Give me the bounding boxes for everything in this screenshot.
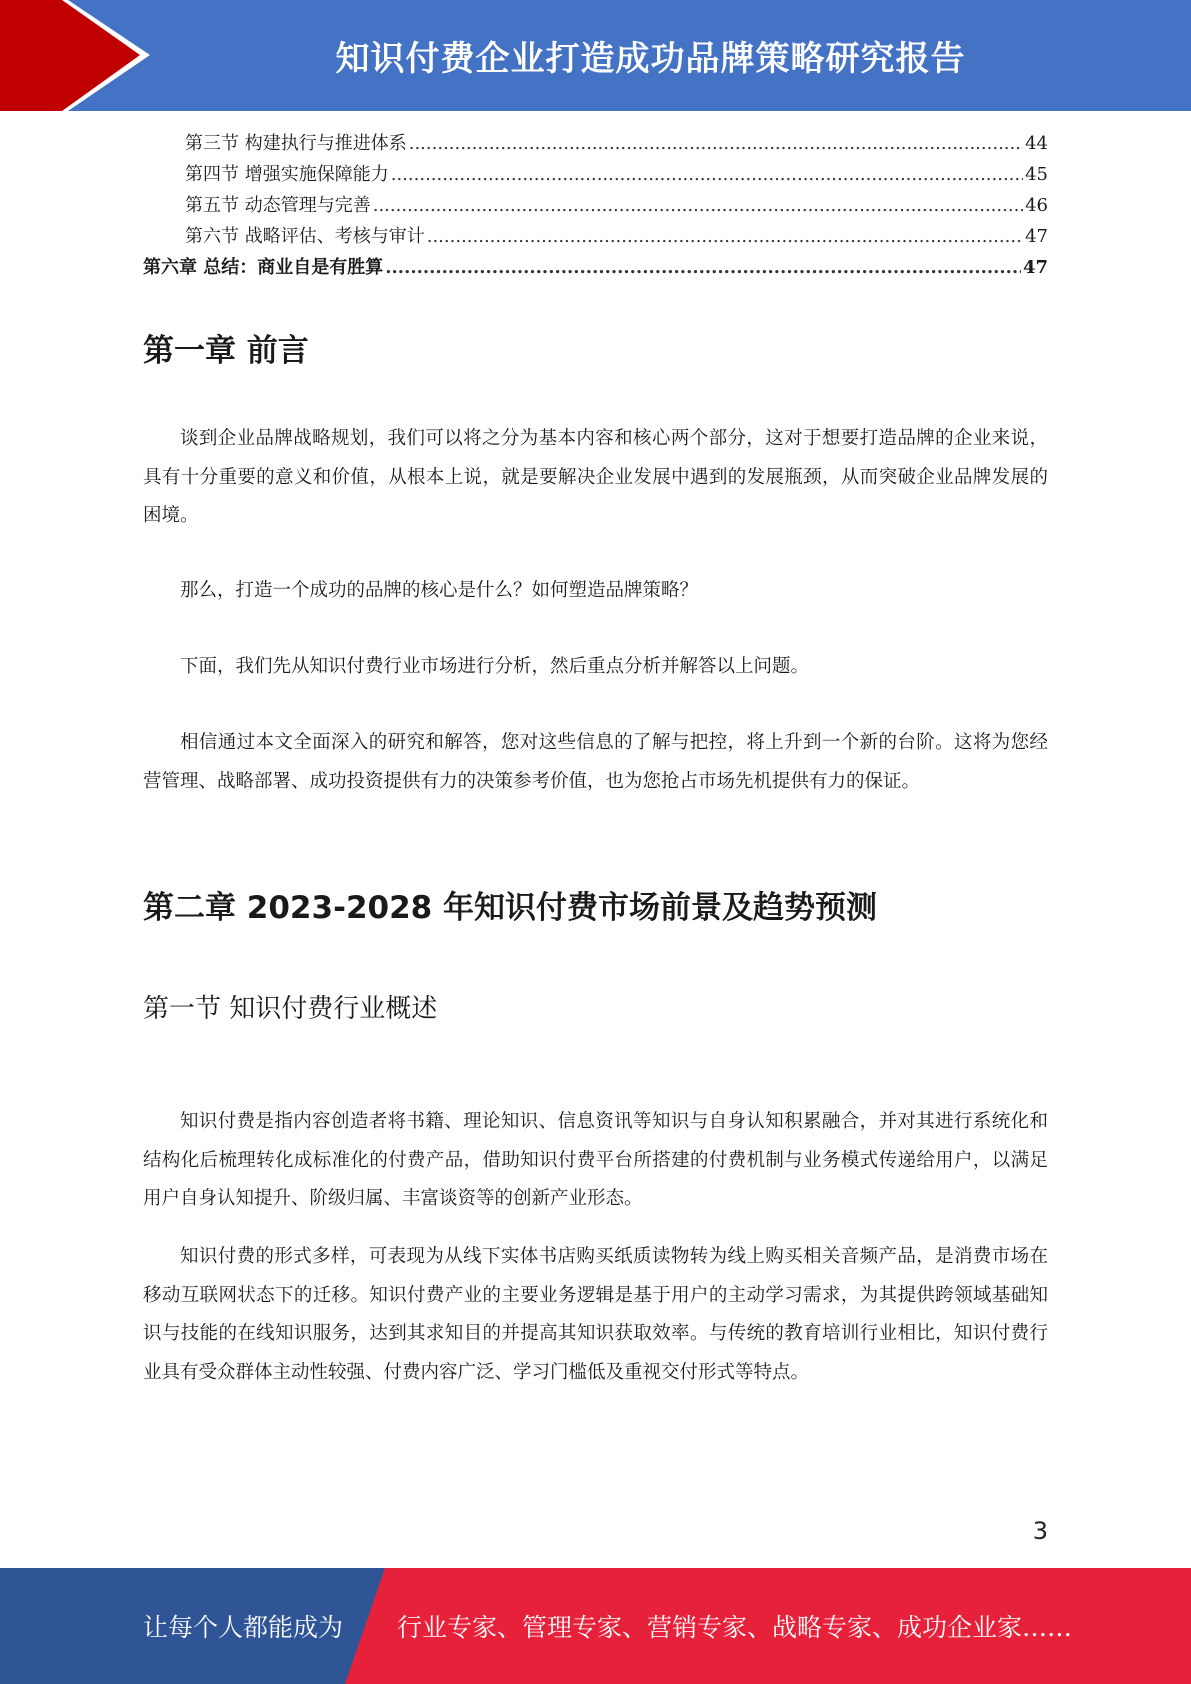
- chapter-heading: 第二章 2023-2028 年知识付费市场前景及趋势预测: [143, 890, 878, 926]
- body-paragraph: 知识付费是指内容创造者将书籍、理论知识、信息资讯等知识与自身认知积累融合，并对其进行系统化和结构化后梳理转化成标准化的付费产品，借助知识付费平台所搭建的付费机制与业务模式传递给用户，以满足用户自身认知提升、阶级归属、丰富谈资等的创新产业形态。: [143, 1111, 1048, 1209]
- toc-leader-dots: [391, 159, 1023, 190]
- body-paragraph: 知识付费的形式多样，可表现为从线下实体书店购买纸质读物转为线上购买相关音频产品，是消费市场在移动互联网状态下的迁移。知识付费产业的主要业务逻辑是基于用户的主动学习需求，为其提供跨领域基础知识与技能的在线知识服务，达到其求知目的并提高其知识获取效率。与传统的教育培训行业相比，知识付费行业具有受众群体主动性较强、付费内容广泛、学习门槛低及重视交付形式等特点。: [143, 1246, 1048, 1383]
- toc-entry-page: 44: [1025, 133, 1048, 154]
- toc-entry-page: 45: [1025, 164, 1048, 185]
- toc-entry-label: 第六章 总结：商业自是有胜算: [143, 257, 384, 278]
- page-header: [0, 0, 1191, 111]
- section-heading: 第一节 知识付费行业概述: [143, 994, 438, 1024]
- toc-entry-page: 46: [1025, 195, 1048, 216]
- chapter-heading: 第一章 前言: [143, 333, 309, 369]
- toc-leader-dots: [409, 128, 1023, 159]
- toc-entry-label: 第三节 构建执行与推进体系: [185, 133, 407, 154]
- page-footer: [0, 1568, 1191, 1684]
- toc-chapter-entry[interactable]: [143, 252, 1048, 283]
- toc-entry[interactable]: [143, 221, 1048, 252]
- body-paragraph: 谈到企业品牌战略规划，我们可以将之分为基本内容和核心两个部分，这对于想要打造品牌的企业来说，具有十分重要的意义和价值，从根本上说，就是要解决企业发展中遇到的发展瓶颈，从而突破企业品牌发展的困境。: [143, 428, 1048, 526]
- body-paragraph: 相信通过本文全面深入的研究和解答，您对这些信息的了解与把控，将上升到一个新的台阶。这将为您经营管理、战略部署、成功投资提供有力的决策参考价值，也为您抢占市场先机提供有力的保证。: [143, 732, 1048, 792]
- footer-slogan-left: 让每个人都能成为: [143, 1613, 344, 1642]
- footer-slogan-right: 行业专家、管理专家、营销专家、战略专家、成功企业家……: [397, 1613, 1073, 1642]
- toc-entry-page: 47: [1022, 257, 1048, 278]
- toc-entry[interactable]: [143, 190, 1048, 221]
- toc-leader-dots: [385, 252, 1021, 283]
- header-title: 知识付费企业打造成功品牌策略研究报告: [335, 39, 966, 79]
- toc-entry-page: 47: [1025, 226, 1048, 247]
- toc-entry[interactable]: [143, 159, 1048, 190]
- body-paragraph: 下面，我们先从知识付费行业市场进行分析，然后重点分析并解答以上问题。: [180, 656, 810, 677]
- toc-entry-label: 第五节 动态管理与完善: [185, 195, 371, 216]
- body-paragraph: 那么，打造一个成功的品牌的核心是什么？如何塑造品牌策略？: [180, 580, 699, 601]
- table-of-contents: [143, 128, 1048, 283]
- page-number: 3: [1032, 1517, 1048, 1545]
- toc-entry[interactable]: [143, 128, 1048, 159]
- toc-leader-dots: [373, 190, 1023, 221]
- toc-entry-label: 第四节 增强实施保障能力: [185, 164, 389, 185]
- toc-entry-label: 第六节 战略评估、考核与审计: [185, 226, 425, 247]
- toc-leader-dots: [427, 221, 1023, 252]
